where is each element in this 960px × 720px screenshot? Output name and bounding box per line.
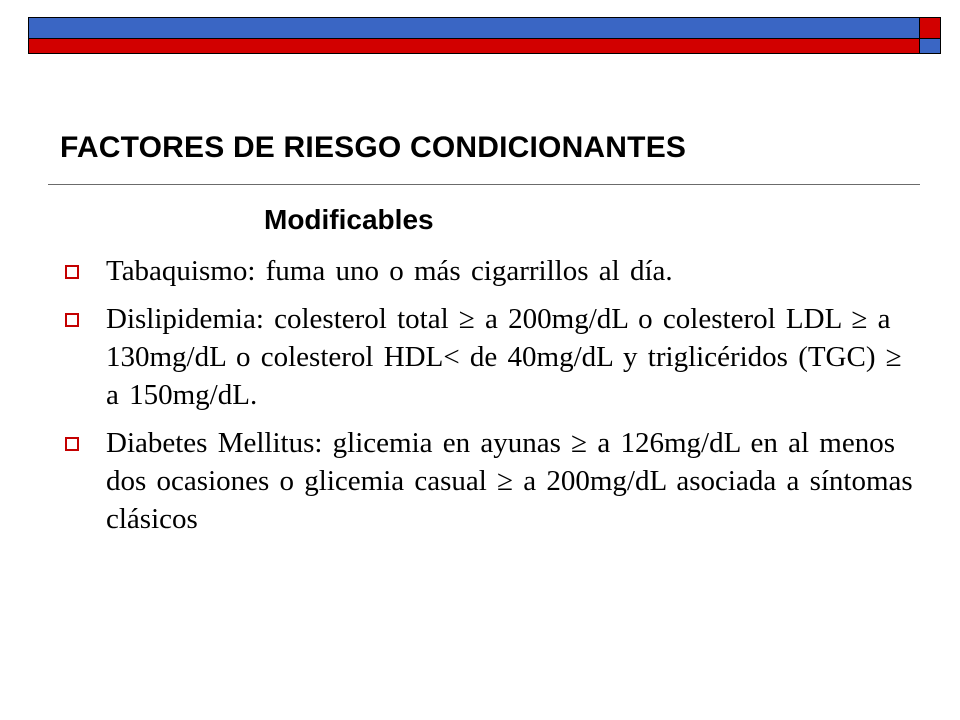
bullet-text: Dislipidemia: colesterol total ≥ a 200mg/dL o colesterol LDL ≥ a 130mg/dL o colesterol HDL< de 40mg/dL y triglicéridos (TGC) ≥ a 150mg/dL.	[106, 303, 902, 411]
square-bullet-icon	[65, 313, 79, 327]
bullet-text: Diabetes Mellitus: glicemia en ayunas ≥ a 126mg/dL en al menos dos ocasiones o glicemia casual ≥ a 200mg/dL asociada a síntomas clásicos	[106, 427, 913, 535]
bullet-item-tabaquismo	[0, 252, 960, 290]
bullet-item-diabetes	[0, 424, 960, 538]
bullet-list	[0, 252, 960, 548]
bullet-text: Tabaquismo: fuma uno o más cigarrillos al día.	[106, 255, 673, 287]
bullet-item-dislipidemia	[0, 300, 960, 414]
square-bullet-icon	[65, 437, 79, 451]
title-divider	[48, 184, 920, 185]
slide-title: FACTORES DE RIESGO CONDICIONANTES	[60, 131, 687, 164]
header-blue-bar	[28, 17, 920, 39]
square-bullet-icon	[65, 265, 79, 279]
header-red-square	[919, 17, 941, 39]
header-blue-square	[919, 38, 941, 54]
slide-subtitle: Modificables	[264, 204, 434, 235]
header-red-bar	[28, 38, 920, 54]
